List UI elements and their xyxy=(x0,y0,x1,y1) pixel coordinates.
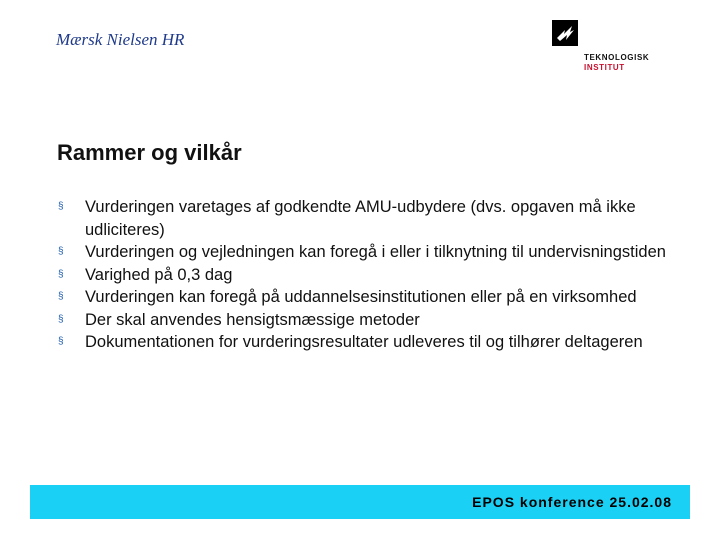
bullet-item xyxy=(57,331,677,354)
bullet-item xyxy=(57,196,677,241)
bullet-icon: § xyxy=(58,201,64,212)
brand-text: Mærsk Nielsen HR xyxy=(56,30,185,49)
bullet-icon: § xyxy=(58,268,64,280)
bullet-icon: § xyxy=(58,246,64,257)
bullet-item xyxy=(57,241,677,264)
bullet-text: Vurderingen kan foregå på uddannelsesinstitutionen eller på en virksomhed xyxy=(85,288,637,306)
logo-line1: TEKNOLOGISK xyxy=(584,53,650,62)
teknologisk-institut-logo-icon xyxy=(552,20,578,46)
bullet-icon: § xyxy=(58,313,64,325)
bullet-icon: § xyxy=(58,336,64,347)
bullet-text: Vurderingen og vejledningen kan foregå i eller i tilknytning til undervisningstiden xyxy=(85,243,666,261)
logo-line2: INSTITUT xyxy=(584,63,625,72)
bullet-item xyxy=(57,264,677,287)
bullet-list xyxy=(57,196,677,354)
bullet-text: Der skal anvendes hensigtsmæssige metoder xyxy=(85,310,420,329)
footer-text: EPOS konference 25.02.08 xyxy=(472,494,672,510)
bullet-text: Vurderingen varetages af godkendte AMU-udbydere (dvs. opgaven må ikke udliciteres) xyxy=(85,198,636,239)
slide-title: Rammer og vilkår xyxy=(57,140,242,165)
bullet-icon: § xyxy=(58,291,64,302)
bullet-text: Varighed på 0,3 dag xyxy=(85,265,233,284)
teknologisk-institut-logo xyxy=(552,20,662,80)
bullet-text: Dokumentationen for vurderingsresultater udleveres til og tilhører deltageren xyxy=(85,333,643,351)
bullet-item xyxy=(57,309,677,332)
bullet-item xyxy=(57,286,677,309)
footer-bar xyxy=(30,485,690,519)
